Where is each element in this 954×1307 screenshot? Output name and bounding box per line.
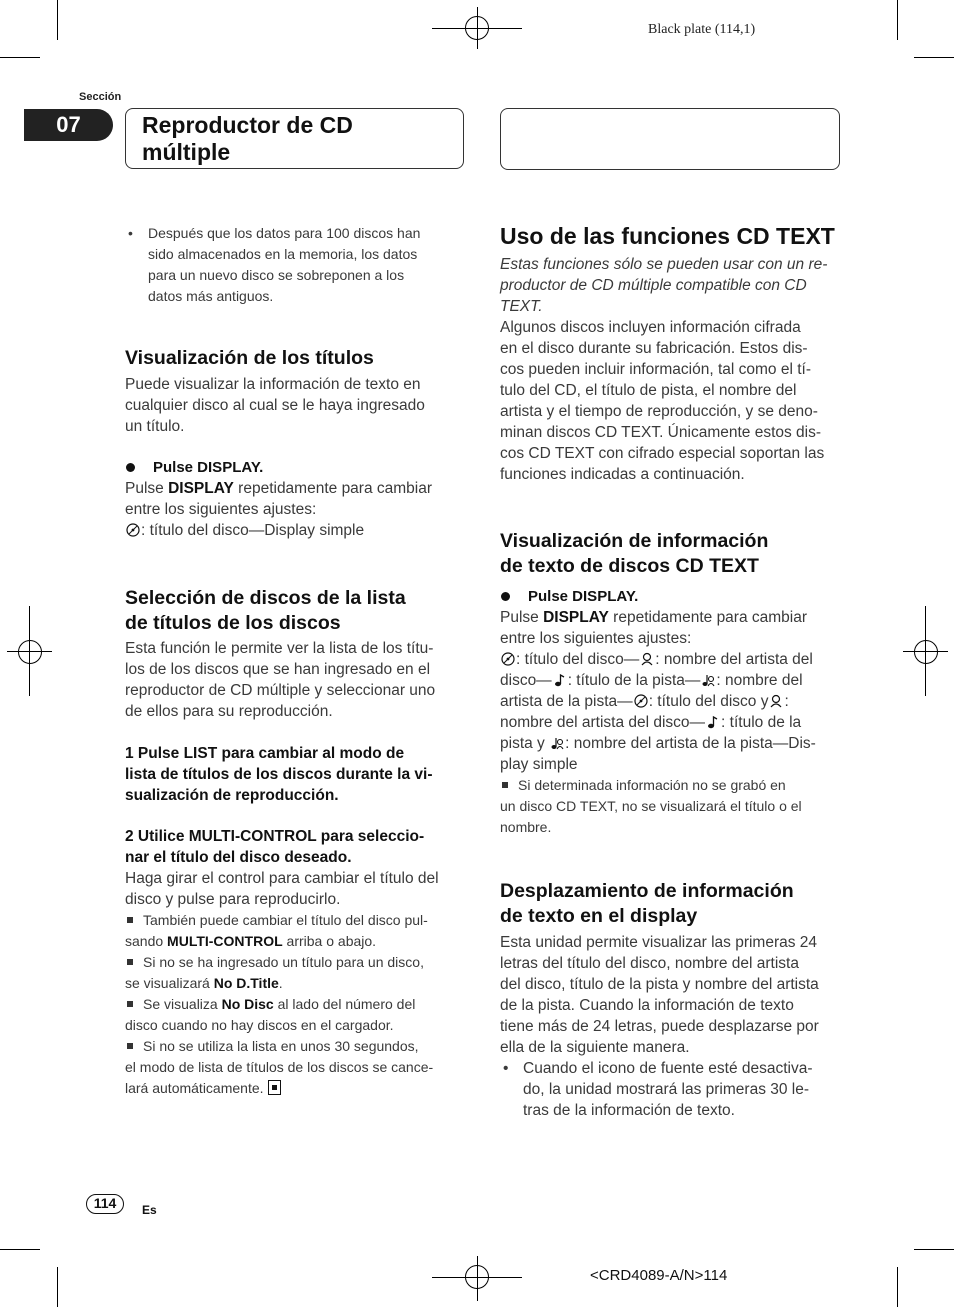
cdtext-body: Algunos discos incluyen información cifrada en el disco durante su fabricación. Estos dis- cos pueden incluir información, tal como el tí- tulo del CD, el título de pista, el nombre del artista y el tiempo de reproducción, y se deno- minan discos CD TEXT. Únicamente estos dis- cos CD TEXT con cifrado especial soportan las funciones indicadas a continuación. — [500, 319, 825, 483]
info-step: Pulse DISPLAY. — [500, 586, 845, 607]
heading-titles: Visualización de los títulos — [125, 347, 374, 369]
crop-mark — [0, 57, 40, 58]
section-number-tab: 07 — [24, 109, 113, 141]
crop-mark — [0, 1249, 40, 1250]
heading-disc-list: Selección de discos de la lista de títulos de los discos — [125, 587, 406, 634]
display-sequence: : título del disco— : nombre del artista del disco— : título de la pista— : nombre del artista de la pista— : título del disco y : nombre del artista del disco— : título de la pista y : nombre del artista de la pista—Dis- play simple — [500, 651, 816, 773]
note-2: Si no se ha ingresado un título para un disco, se visualizará No D.Title. — [125, 954, 424, 991]
end-mark-icon — [268, 1080, 281, 1095]
note-4: Si no se utiliza la lista en unos 30 segundos, el modo de lista de títulos de los discos se cance- lará automáticamente. — [125, 1038, 434, 1096]
scroll-body: Esta unidad permite visualizar las primeras 24 letras del título del disco, nombre del artista del disco, título de la pista y nombre del artista de la pista. Cuando la información de texto tiene más de 24 letras, puede desplazarse por ella de la siguiente manera. — [500, 934, 819, 1056]
heading-scroll: Desplazamiento de información de texto en el display — [500, 880, 794, 927]
info-note: Si determinada información no se grabó en un disco CD TEXT, no se visualizará el título o el nombre. — [500, 777, 802, 835]
empty-header-box — [500, 108, 840, 170]
step-1: 1 Pulse LIST para cambiar al modo de lista de títulos de los discos durante la vi- sualización de reproducción. — [125, 745, 433, 804]
step-2-body: Haga girar el control para cambiar el título del disco y pulse para reproducirlo. — [125, 870, 439, 908]
titles-setting: : título del disco—Display simple — [125, 520, 470, 541]
crop-mark — [897, 0, 898, 40]
crop-mark — [57, 0, 58, 40]
disc-icon — [634, 694, 648, 708]
plate-label: Black plate (114,1) — [648, 22, 756, 37]
track-artist-icon — [701, 673, 715, 687]
chapter-title: Reproductor de CD múltiple — [125, 108, 464, 169]
titles-body: Puede visualizar la información de texto en cualquier disco al cual se le haya ingresado un título. — [125, 376, 425, 435]
section-label: Sección — [79, 91, 122, 103]
scroll-bullet: • Cuando el icono de fuente esté desactiva- do, la unidad mostrará las primeras 30 le- tras de la información de texto. — [500, 1058, 845, 1121]
crop-mark — [914, 1249, 954, 1250]
intro-bullet: • Después que los datos para 100 discos han sido almacenados en la memoria, los datos para un nuevo disco se sobreponen a los datos más antiguos. — [125, 223, 470, 307]
crop-mark — [914, 57, 954, 58]
step-2: 2 Utilice MULTI-CONTROL para seleccio- nar el título del disco deseado. — [125, 828, 425, 866]
language-code: Es — [142, 1203, 157, 1217]
disc-icon — [126, 523, 140, 537]
artist-icon — [640, 652, 654, 666]
track-artist-icon — [550, 736, 564, 750]
disc-icon — [501, 652, 515, 666]
compat-note: Estas funciones sólo se pueden usar con un re- productor de CD múltiple compatible con CD TEXT. — [500, 256, 828, 315]
titles-pulse: Pulse DISPLAY repetidamente para cambiar — [125, 480, 433, 497]
heading-text-info: Visualización de información de texto de discos CD TEXT — [500, 530, 769, 577]
note-3: Se visualiza No Disc al lado del número del disco cuando no hay discos en el cargador. — [125, 996, 416, 1033]
note-icon — [553, 673, 567, 687]
document-code: <CRD4089-A/N>114 — [590, 1267, 728, 1284]
crop-mark — [57, 1267, 58, 1307]
note-icon — [706, 715, 720, 729]
disc-list-body: Esta función le permite ver la lista de los títu- los de los discos que se han ingresado en el reproductor de CD múltiple y seleccionar uno de ellos para su reproducción. — [125, 640, 436, 720]
main-heading: Uso de las funciones CD TEXT — [500, 223, 835, 249]
crop-mark — [897, 1267, 898, 1307]
titles-step: Pulse DISPLAY. — [125, 457, 470, 478]
note-1: También puede cambiar el título del disco pul- sando MULTI-CONTROL arriba o abajo. — [125, 912, 428, 949]
info-pulse: Pulse DISPLAY repetidamente para cambiar — [500, 609, 808, 626]
artist-icon — [769, 694, 783, 708]
page-number: 114 — [86, 1194, 124, 1214]
